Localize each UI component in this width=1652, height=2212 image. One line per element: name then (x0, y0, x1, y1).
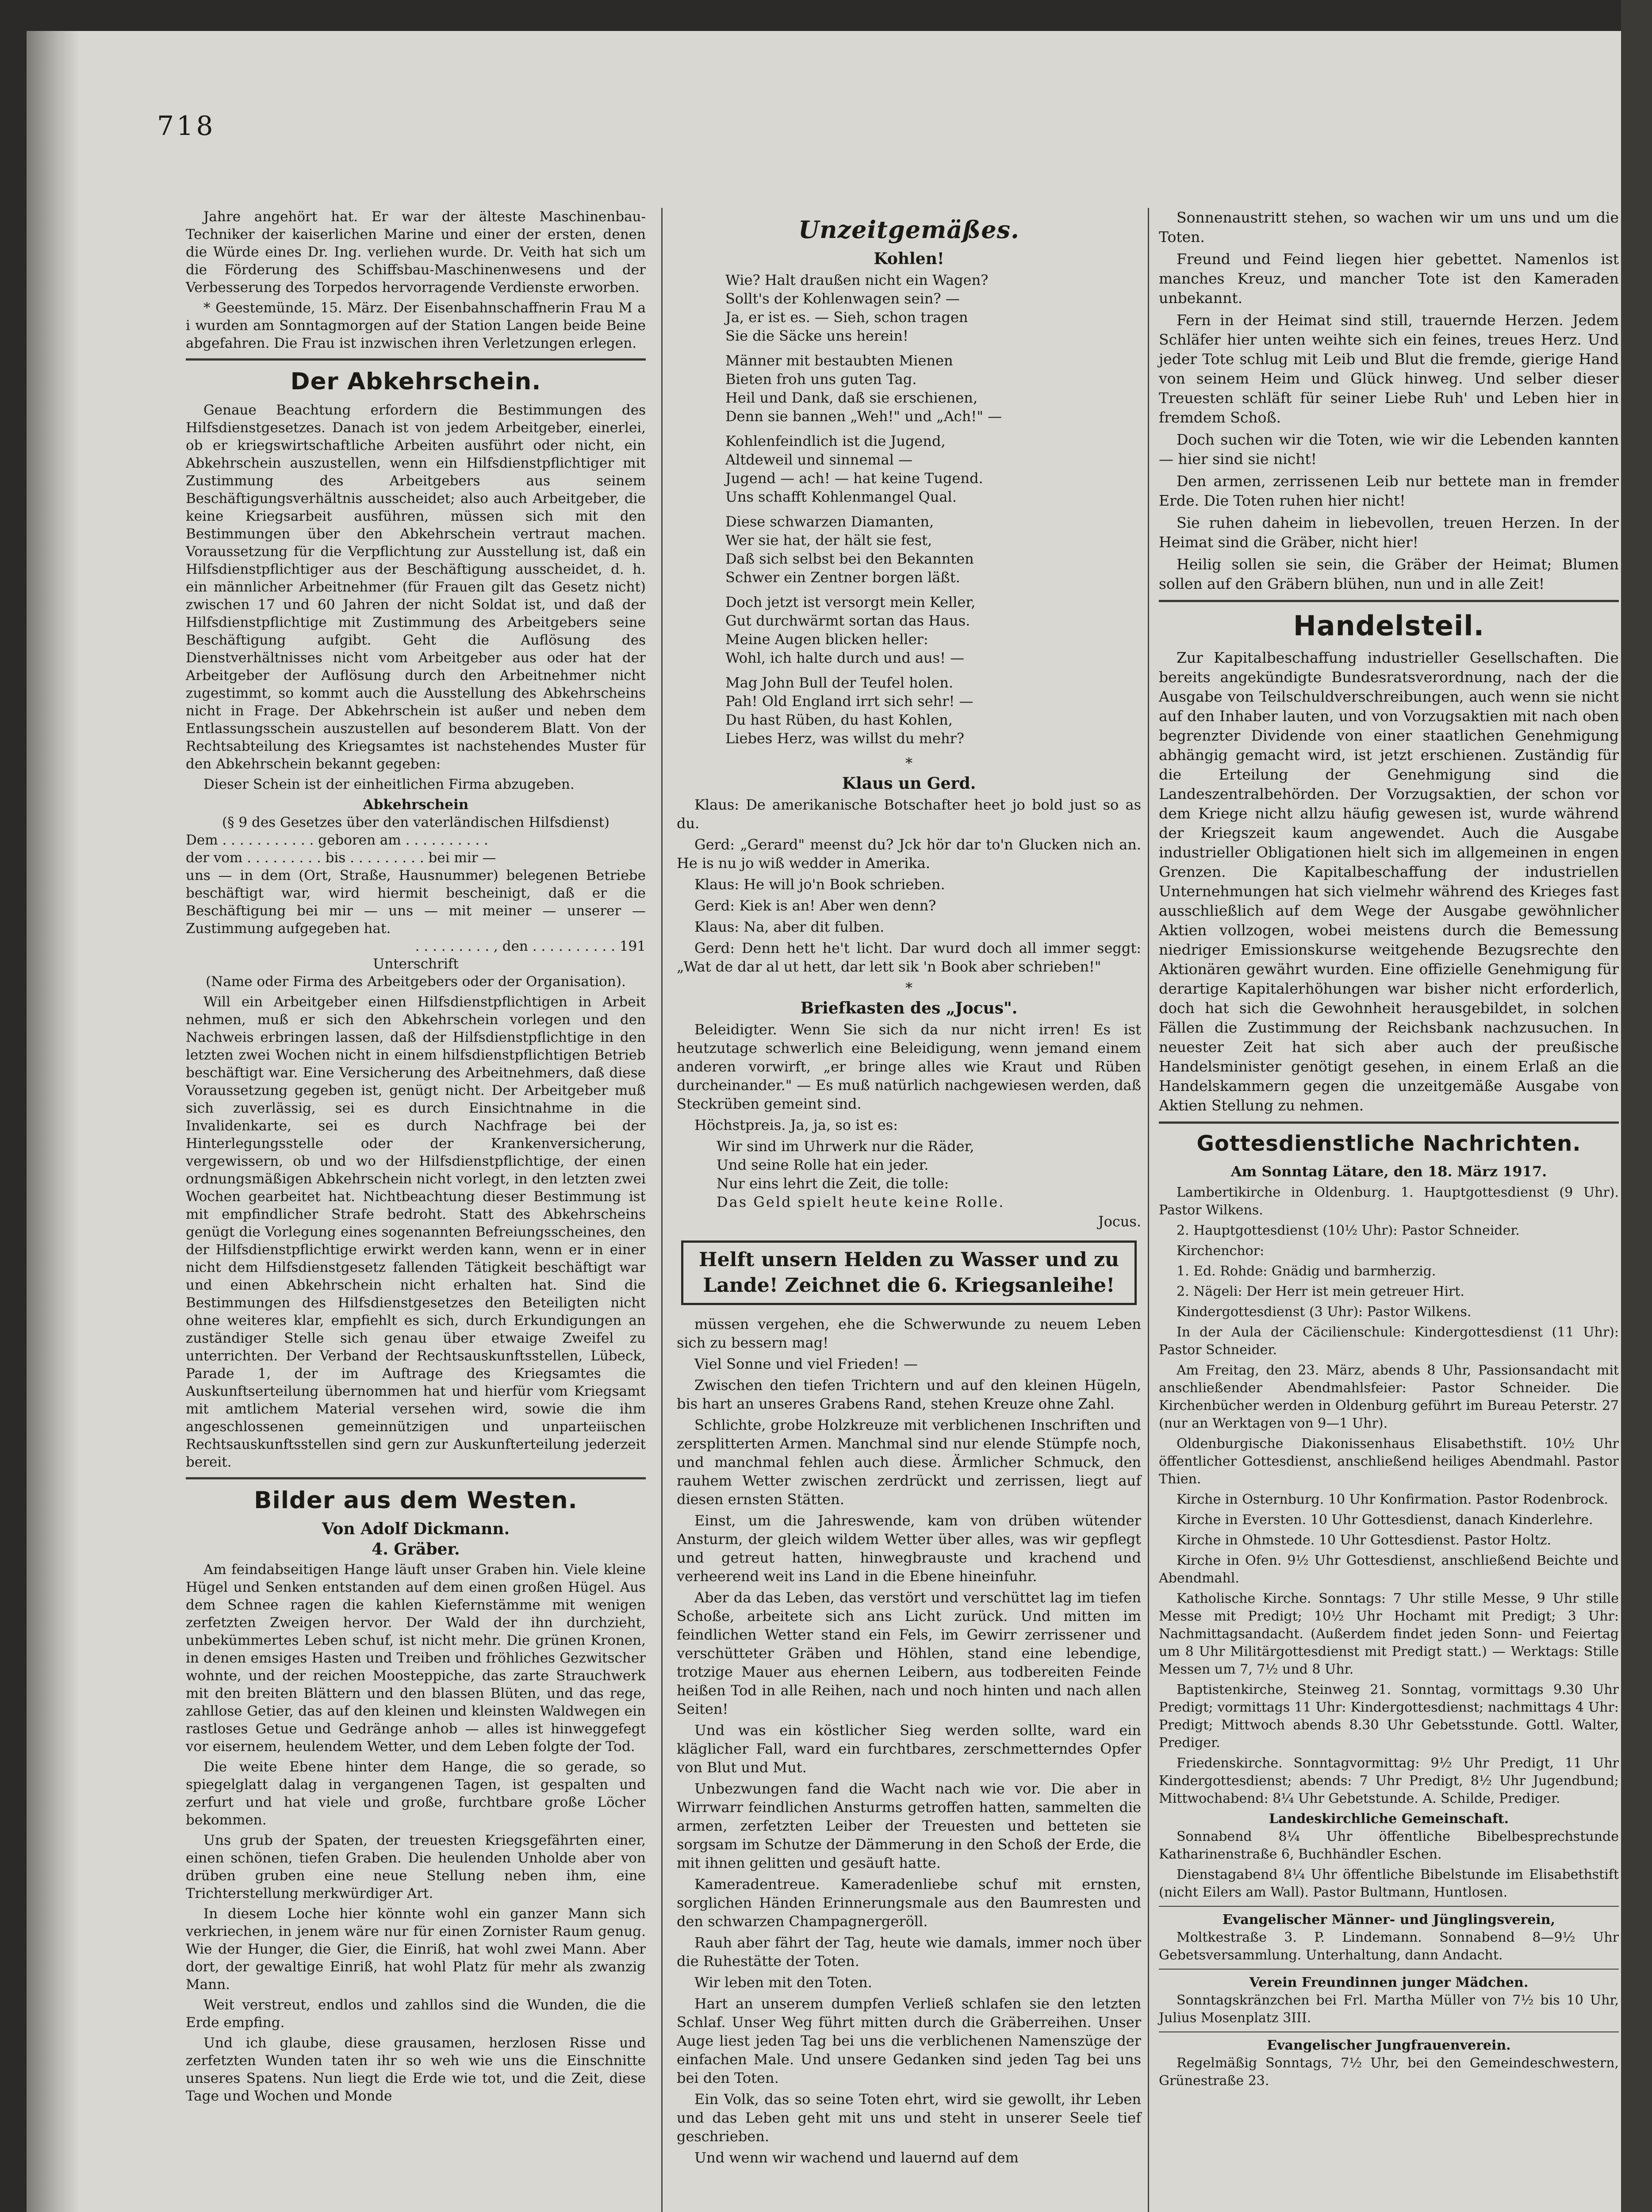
poem-line: Sie die Säcke uns herein! (725, 327, 908, 344)
service-entry: Friedenskirche. Sonntagvormittag: 9½ Uhr Predigt, 11 Uhr Kindergottesdienst; abends: 7 Uhr Predigt, 8½ Uhr Jugendbund; Mittwochabend: 8¼ Uhr Gebetstunde. A. Schilde, Prediger. (1159, 1755, 1619, 1806)
poem-line: Schwer ein Zentner borgen läßt. (725, 569, 960, 586)
poem-title: Kohlen! (874, 250, 944, 268)
dialog-line: Gerd: Kiek is an! Aber wen denn? (694, 897, 936, 914)
letterbox-text: Beleidigter. Wenn Sie sich da nur nicht irren! Es ist heutzutage schwerlich eine Beleidigung, wenn jemand einem anderen vorwirft, „er bringe alles wie Kraut und Rüben durcheinander." — Es muß natürlich nachgewiesen werden, daß Steckrüben gemeint sind. (677, 1021, 1141, 1112)
author-line: Von Adolf Dickmann. (322, 1520, 510, 1538)
poem-line: Sollt's der Kohlenwagen sein? — (725, 290, 960, 307)
letterbox-poem (677, 1137, 1141, 1211)
article-text: müssen vergehen, ehe die Schwerwunde zu neuem Leben sich zu bessern mag! (677, 1316, 1141, 1351)
poem-line: Liebes Herz, was willst du mehr? (725, 730, 964, 747)
column-2 (677, 208, 1141, 2170)
service-entry: Kindergottesdienst (3 Uhr): Pastor Wilkens. (1177, 1304, 1472, 1320)
poem-line: Männer mit bestaubten Mienen (725, 352, 953, 369)
service-entry: Am Freitag, den 23. März, abends 8 Uhr, Passionsandacht mit anschließender Abendmahlsfeier: Pastor Schneider. Die Kirchenbücher werden in Oldenburg geführt im Bureau Peterstr. 27 (nur an Werktagen von 9—1 Uhr). (1159, 1363, 1619, 1431)
article-heading: Der Abkehrschein. (290, 368, 541, 395)
article-text: Will ein Arbeitgeber einen Hilfsdienstpflichtigen in Arbeit nehmen, muß er sich den Abkehrschein vorlegen und den Nachweis erbringen lassen, daß der Hilfsdienstpflichtige in den letzten zwei Wochen nicht in einem hilfsdienstpflichtigen Betrieb beschäftigt war. Eine Versicherung des Arbeitnehmers, daß diese Voraussetzung gegeben ist, genügt nicht. Der Arbeitgeber muß sich zuverlässig, sei es durch Einsichtnahme in die Invalidenkarte, sei es durch Nachfrage bei der Hinterlegungsstelle oder der Krankenversicherung, vergewissern, ob und wo der Hilfsdienstpflichtige, der einen ordnungsmäßigen Abkehrschein nicht vorlegt, in den letzten zwei Wochen gearbeitet hat. Nichtbeachtung dieser Bestimmung ist mit empfindlicher Strafe bedroht. Statt des Abkehrscheins genügt die Vorlegung eines sogenannten Befreiungsscheines, den der Hilfsdienstpflichtige erwirkt werden kann, wenn er in einer nicht dem Hilfsdienstgesetz fallenden Tätigkeit beschäftigt war und einen Abkehrschein nicht erhalten hat. Sind die Bestimmungen des Hilfsdienstgesetzes den Beteiligten nicht ohne weiteres klar, empfiehlt es sich, durch Erkundigungen an zuständiger Stelle sich genau über etwaige Zweifel zu unterrichten. Der Verband der Rechtsauskunftsstellen, Lübeck, Parade 1, der im Auftrage des Kriegsamtes die Auskunftserteilung übernommen hat und hierfür vom Kriegsamt mit amtlichem Material versehen wird, sowie die ihm angeschlossenen gemeinnützigen und unparteiischen Rechtsauskunftsstellen sind gern zur Auskunfterteilung jederzeit bereit. (186, 994, 646, 1470)
service-entry: Katholische Kirche. Sonntags: 7 Uhr stille Messe, 9 Uhr stille Messe mit Predigt; 10½ Uhr Hochamt mit Predigt; 3 Uhr: Nachmittagsandacht. (Außerdem findet jeden Sonn- und Feiertag um 8 Uhr Militärgottesdienst mit Predigt statt.) — Werktags: Stille Messen um 7, 7½ und 8 Uhr. (1159, 1591, 1619, 1677)
service-entry: Dienstagabend 8¼ Uhr öffentliche Bibelstunde im Elisabethstift (nicht Eilers am Wall). Pastor Bultmann, Huntlosen. (1159, 1867, 1619, 1900)
poem-line: Gut durchwärmt sortan das Haus. (725, 612, 970, 629)
service-entry: Kirche in Eversten. 10 Uhr Gottesdienst, danach Kinderlehre. (1177, 1512, 1593, 1528)
service-entry: Baptistenkirche, Steinweg 21. Sonntag, vormittags 9.30 Uhr Predigt; vormittags 11 Uhr: Kindergottesdienst; nachmittags 4 Uhr: Predigt; Mittwoch abends 8.30 Uhr Gebetsstunde. Gottl. Walter, Prediger. (1159, 1682, 1619, 1751)
service-entry: 1. Ed. Rohde: Gnädig und barmherzig. (1177, 1263, 1436, 1279)
article-text: Sie ruhen daheim in liebevollen, treuen Herzen. In der Heimat sind die Gräber, nicht hier! (1159, 514, 1619, 551)
article-text: Einst, um die Jahreswende, kam von drüben wütender Ansturm, der gleich wildem Wetter über alles, was wir gepflegt und getreut hatten, hinwegbrauste und krachend und verheerend weit ins Land in die Ebene hineinfuhr. (677, 1512, 1141, 1585)
service-entry: Kirche in Osternburg. 10 Uhr Konfirmation. Pastor Rodenbrock. (1177, 1492, 1608, 1507)
article-text: Jahre angehört hat. Er war der älteste Maschinenbau-Techniker der kaiserlichen Marine und einer der ersten, denen die Würde eines Dr. Ing. verliehen wurde. Dr. Veith hat sich um die Förderung des Schiffsbau-Maschinenwesens und der Verbesserung des Torpedos hervorragende Verdienste erworben. (186, 209, 646, 296)
article-text: Fern in der Heimat sind still, trauernde Herzen. Jedem Schläfer hier unten weihte sich ein feines, treues Herz. Und jeder Tote schlug mit Leib und Blut die fremde, gierige Hand von seinem Heim und Glück hinweg. Und selber dieser Treuesten schläft für seiner Liebe Ruh' und Leben hier in fremdem Schoß. (1159, 311, 1619, 426)
article-text: Dieser Schein ist der einheitlichen Firma abzugeben. (203, 776, 575, 792)
service-entry: 2. Nägeli: Der Herr ist mein getreuer Hirt. (1177, 1284, 1464, 1299)
article-heading: Unzeitgemäßes. (798, 215, 1020, 244)
form-line: uns — in dem (Ort, Straße, Hausnummer) belegenen Betriebe beschäftigt war, wird hiermit bescheinigt, daß er die Beschäftigung bei mir — uns — mit meiner — unserer — Zustimmung aufgegeben hat. (186, 868, 646, 937)
separator-star: * (905, 979, 912, 996)
article-text: Wir leben mit den Toten. (694, 1974, 872, 1991)
service-entry: Kirchenchor: (1177, 1243, 1265, 1259)
article-text: In diesem Loche hier könnte wohl ein ganzer Mann sich verkriechen, in jenem wäre nur für einen Zornister Raum genug. Wie der Hunger, die Gier, die Einriß, hat wohl zwei Mann. Aber dort, der gewaltige Einriß, hat wohl Platz für mehr als zwanzig Mann. (186, 1906, 646, 1993)
article-text: Sonnenaustritt stehen, so wachen wir um uns und um die Toten. (1159, 209, 1619, 246)
separator-star: * (905, 755, 912, 772)
service-entry: Lambertikirche in Oldenburg. 1. Hauptgottesdienst (9 Uhr). Pastor Wilkens. (1159, 1185, 1619, 1218)
poem-line: Altdeweil und sinnemal — (725, 451, 913, 468)
column-3 (1159, 208, 1619, 2093)
section-title: Verein Freundinnen junger Mädchen. (1249, 1975, 1529, 1990)
article-heading: Bilder aus dem Westen. (254, 1487, 578, 1514)
article-text: Viel Sonne und viel Frieden! — (694, 1356, 918, 1372)
dialog-title: Klaus un Gerd. (842, 774, 976, 793)
dialog-line: Klaus: He will jo'n Book schrieben. (694, 876, 945, 893)
article-text: Und ich glaube, diese grausamen, herzlosen Risse und zerfetzten Wunden taten ihr so weh wie uns die Einschnitte unseres Spatens. Nun liegt die Erde wie tot, und die Zeit, diese Tage und Wochen und Monde (186, 2035, 646, 2104)
signature: Jocus. (1098, 1213, 1141, 1230)
section-divider (1159, 600, 1619, 602)
column-rule-2 (1148, 208, 1149, 2212)
article-text: Uns grub der Spaten, der treuesten Kriegsgefährten einer, einen schönen, tiefen Graben. Die heulenden Unholde aber von drüben gruben eine neue Stellung neben ihm, eine Trichterstellung merkwürdiger Art. (186, 1832, 646, 1901)
poem-line: Ja, er ist es. — Sieh, schon tragen (725, 309, 968, 326)
article-heading: Handelsteil. (1293, 610, 1485, 642)
letterbox-text: Höchstpreis. Ja, ja, so ist es: (694, 1117, 898, 1133)
poem-line: Das Geld spielt heute keine Rolle. (717, 1194, 1005, 1210)
service-entry: Sonnabend 8¼ Uhr öffentliche Bibelbesprechstunde Katharinenstraße 6, Buchhändler Eschen. (1159, 1829, 1619, 1862)
form-title: Abkehrschein (363, 797, 469, 813)
form-line: . . . . . . . . . , den . . . . . . . . . . 191 (415, 938, 646, 954)
article-text: Am feindabseitigen Hange läuft unser Graben hin. Viele kleine Hügel und Senken entstanden auf dem einen großen Hügel. Aus dem Schnee ragen die kahlen Kiefernstämme mit wenigen zerfetzten Zweigen hervor. Der Wald der ihn durchzieht, unbekümmertes Leben schuf, ist nicht mehr. Die grünen Kronen, in denen emsiges Hasten und Treiben und fröhliches Gezwitscher wohnte, und der reichen Moosteppiche, das zarte Strauchwerk mit den breiten Blättern und den blassen Blüten, und das rege, zahllose Getier, das auf den kleinen und kleinsten Waldwegen ein rastloses Getue und Gedränge anhob — alles ist hinweggefegt vor eisernem, heulendem Wetter, und dem Leben folgte der Tod. (186, 1562, 646, 1755)
poem-line: Daß sich selbst bei den Bekannten (725, 550, 974, 567)
poem-line: Und seine Rolle hat ein jeder. (717, 1156, 929, 1173)
page-number: 718 (157, 111, 216, 142)
form-line: Dem . . . . . . . . . . . geboren am . . . . . . . . . . (186, 832, 488, 848)
poem-line: Kohlenfeindlich ist die Jugend, (725, 433, 946, 449)
form-signature: Unterschrift (373, 956, 459, 972)
divider (1159, 1969, 1619, 1970)
service-entry: 2. Hauptgottesdienst (10½ Uhr): Pastor Schneider. (1177, 1223, 1520, 1238)
poem-line: Pah! Old England irrt sich sehr! — (725, 693, 974, 710)
date-line: Am Sonntag Lätare, den 18. März 1917. (1230, 1163, 1547, 1180)
section-divider (186, 358, 646, 361)
poem-line: Du hast Rüben, du hast Kohlen, (725, 711, 953, 728)
service-entry: Kirche in Ofen. 9½ Uhr Gottesdienst, anschließend Beichte und Abendmahl. (1159, 1553, 1619, 1586)
article-text: Zur Kapitalbeschaffung industrieller Gesellschaften. Die bereits angekündigte Bundesratsverordnung, nach der die Ausgabe von Teilschuldverschreibungen, auch wenn sie nicht auf den Inhaber lauten, und von Vorzugsaktien mit nach oben begrenzter Dividende von einer staatlichen Genehmigung abhängig gemacht wird, ist jetzt erschienen. Zuständig für die Erteilung der Genehmigung sind die Landeszentralbehörden. Der Vorzugsaktien, der schon vor dem Kriege nicht allzu häufig gewesen ist, wurde während der Kriegszeit kaum angewendet. Auch die Ausgabe industrieller Obligationen hielt sich im allgemeinen in engen Grenzen. Die Kapitalbeschaffung der industriellen Unternehmungen hat sich vielmehr während des Krieges fast ausschließlich auf dem Wege der Ausgabe gewöhnlicher Aktien vollzogen, wobei meistens durch die Bemessung niedriger Emissionskurse weitgehende Bezugsrechte den Aktionären gewährt wurden. Eine offizielle Genehmigung für derartige Kapitalerhöhungen war bisher nicht erforderlich, doch hat sich die Gewohnheit herausgebildet, in solchen Fällen die Zustimmung der Reichsbank nachzusuchen. In neuester Zeit hat sich aber auch der preußische Handelsminister genötigt gesehen, in einem Erlaß an die Handelskammern gegen die unzeitgemäße Ausgabe von Aktien Stellung zu nehmen. (1159, 649, 1619, 1114)
section-divider (1159, 1121, 1619, 1124)
article-text: Die weite Ebene hinter dem Hange, die so gerade, so spiegelglatt dalag in vergangenen Tagen, ist gespalten und zerfurt und hat viele und große, furchtbare große Löcher bekommen. (186, 1759, 646, 1828)
article-text: Und wenn wir wachend und lauernd auf dem (694, 2149, 1019, 2166)
article-text: Und was ein köstlicher Sieg werden sollte, ward ein kläglicher Fall, ward ein furchtbares, zerschmetterndes Opfer von Blut und Mut. (677, 1722, 1141, 1776)
section-title: Evangelischer Männer- und Jünglingsverein, (1222, 1912, 1556, 1928)
service-entry: In der Aula der Cäcilienschule: Kindergottesdienst (11 Uhr): Pastor Schneider. (1159, 1325, 1619, 1358)
article-text: Den armen, zerrissenen Leib nur bettete man in fremder Erde. Die Toten ruhen hier nicht! (1159, 472, 1619, 509)
poem-line: Wer sie hat, der hält sie fest, (725, 532, 932, 549)
article-text: Schlichte, grobe Holzkreuze mit verblichenen Inschriften und zersplitterten Armen. Manchmal sind nur elende Stümpfe noch, und manchmal fehlen auch diese. Ärmlicher Schmuck, den rauhem Wetter zwischen zerdrückt und zerrissen, liegt auf diesen ernsten Stätten. (677, 1417, 1141, 1508)
binding-gutter (27, 31, 80, 2212)
article-text: Aber da das Leben, das verstört und verschüttet lag im tiefen Schoße, arbeitete sich ans Licht zurück. Und mitten im feindlichen Wetter stand ein Fels, im Gewirr zerrissener und verschütteter Gräben und Höhlen, stand eine lebendige, trotzige Mauer aus ehernen Leibern, aus todbereiten Feinde heißen Tod in alle Reihen, nach und noch hinten und nach allen Seiten! (677, 1589, 1141, 1717)
adjacent-page-edge (1621, 0, 1652, 2212)
article-text: Rauh aber fährt der Tag, heute wie damals, immer noch über die Ruhestätte der Toten. (677, 1934, 1141, 1970)
poem-line: Heil und Dank, daß sie erschienen, (725, 389, 977, 406)
article-text: Weit verstreut, endlos und zahllos sind die Wunden, die die Erde empfing. (186, 1997, 646, 2031)
article-text: Heilig sollen sie sein, die Gräber der Heimat; Blumen sollen auf den Gräbern blühen, nun und in alle Zeit! (1159, 556, 1619, 592)
divider (1159, 1906, 1619, 1907)
section-title: Evangelischer Jungfrauenverein. (1267, 2038, 1511, 2053)
article-text: Genaue Beachtung erfordern die Bestimmungen des Hilfsdienstgesetzes. Danach ist von jedem Arbeitgeber, einerlei, ob er kriegswirtschaftliche Arbeiten ausführt oder nicht, ein Abkehrschein auszustellen, wenn ein Hilfsdienstpflichtiger mit Zustimmung des Arbeitgebers aus seinem Beschäftigungsverhältnis ausscheidet; also auch Arbeitgeber, die keine Kriegsarbeit ausführen, müssen sich mit den Bestimmungen über den Abkehrschein vertraut machen. Voraussetzung für die Verpflichtung zur Ausstellung ist, daß ein Hilfsdienstpflichtiger aus der Beschäftigung ausscheidet, d. h. ein männlicher Arbeitnehmer (für Frauen gilt das Gesetz nicht) zwischen 17 und 60 Jahren der nicht Soldat ist, und daß der Hilfsdienstpflichtige mit Zustimmung des Arbeitgebers seine Beschäftigung aufgibt. Geht die Auflösung des Dienstverhältnisses nicht vom Arbeitgeber aus oder hat der Arbeitgeber der Auflösung durch den Arbeitnehmer nicht zugestimmt, so kommt auch die Ausstellung des Abkehrscheins nicht in Frage. Der Abkehrschein ist außer und neben dem Entlassungsschein auszustellen auf besonderem Blatt. Von der Rechtsabteilung des Kriegsamtes ist nachstehendes Muster für den Abkehrschein bekannt gegeben: (186, 402, 646, 772)
section-divider (186, 1477, 646, 1479)
dialog-line: Klaus: Na, aber dit fulben. (694, 918, 885, 935)
article-text: Ein Volk, das so seine Toten ehrt, wird sie gewollt, ihr Leben und das Leben geht mit uns und steht in unserer Seele tief geschrieben. (677, 2091, 1141, 2145)
poem-line: Bieten froh uns guten Tag. (725, 371, 917, 388)
dialog-line: Gerd: Denn hett he't licht. Dar wurd doch all immer seggt: „Wat de dar al ut hett, dar lett sik 'n Book aber schrieben!" (677, 940, 1141, 975)
article-text: Doch suchen wir die Toten, wie wir die Lebenden kannten — hier sind sie nicht! (1159, 431, 1619, 468)
war-loan-notice: Helft unsern Helden zu Wasser und zu Lande! Zeichnet die 6. Kriegsanleihe! (681, 1240, 1137, 1305)
poem-line: Jugend — ach! — hat keine Tugend. (725, 470, 983, 487)
article-text: * Geestemünde, 15. März. Der Eisenbahnschaffnerin Frau M a i wurden am Sonntagmorgen auf der Station Langen beide Beine abgefahren. Die Frau ist inzwischen ihren Verletzungen erlegen. (186, 300, 646, 351)
poem (677, 271, 1141, 748)
form-line: (§ 9 des Gesetzes über den vaterländischen Hilfsdienst) (222, 814, 609, 830)
article-text: Kameradentreue. Kameradenliebe schuf mit ernsten, sorglichen Händen Erinnerungsmale aus den Baumresten und den schwarzen Champagnergeröll. (677, 1876, 1141, 1930)
poem-line: Uns schafft Kohlenmangel Qual. (725, 488, 957, 505)
service-entry: Sonntagskränzchen bei Frl. Martha Müller von 7½ bis 10 Uhr, Julius Mosenplatz 3III. (1159, 1993, 1619, 2026)
form-line: der vom . . . . . . . . . bis . . . . . . . . . bei mir — (186, 850, 496, 866)
poem-line: Wohl, ich halte durch und aus! — (725, 649, 965, 666)
service-entry: Kirche in Ohmstede. 10 Uhr Gottesdienst. Pastor Holtz. (1177, 1532, 1552, 1548)
section-title: Landeskirchliche Gemeinschaft. (1269, 1811, 1509, 1827)
poem-line: Diese schwarzen Diamanten, (725, 513, 934, 530)
column-1 (186, 208, 646, 2108)
poem-line: Wie? Halt draußen nicht ein Wagen? (725, 272, 989, 288)
form-signature-note: (Name oder Firma des Arbeitgebers oder der Organisation). (206, 974, 626, 990)
service-entry: Regelmäßig Sonntags, 7½ Uhr, bei den Gemeindeschwestern, Grünestraße 23. (1159, 2055, 1619, 2089)
poem-line: Doch jetzt ist versorgt mein Keller, (725, 594, 976, 611)
service-entry: Moltkestraße 3. P. Lindemann. Sonnabend 8—9½ Uhr Gebetsversammlung. Unterhaltung, dann Andacht. (1159, 1930, 1619, 1963)
poem-line: Denn sie bannen „Weh!" und „Ach!" — (725, 408, 1002, 425)
letterbox-title: Briefkasten des „Jocus". (800, 999, 1018, 1018)
poem-line: Wir sind im Uhrwerk nur die Räder, (717, 1138, 974, 1155)
dialog-line: Gerd: „Gerard" meenst du? Jck hör dar to'n Glucken nich an. He is nu jo wiß wedder in Amerika. (677, 836, 1141, 872)
poem-line: Mag John Bull der Teufel holen. (725, 674, 954, 691)
article-text: Zwischen den tiefen Trichtern und auf den kleinen Hügeln, bis hart an unseres Grabens Rand, stehen Kreuze ohne Zahl. (677, 1377, 1141, 1412)
column-rule-1 (661, 208, 663, 2212)
poem-line: Meine Augen blicken heller: (725, 631, 928, 648)
section-title: 4. Gräber. (372, 1540, 460, 1559)
article-text: Unbezwungen fand die Wacht nach wie vor. Die aber in Wirrwarr feindlichen Ansturms getroffen hatten, sammelten die armen, zerfetzten Leiber der Treuesten und betteten sie sorgsam im Schutze der Dämmerung in den Schoß der Erde, die mit ihnen gelitten und gesäuft hatte. (677, 1780, 1141, 1871)
service-entry: Oldenburgische Diakonissenhaus Elisabethstift. 10½ Uhr öffentlicher Gottesdienst, anschließend heiliges Abendmahl. Pastor Thien. (1159, 1436, 1619, 1487)
article-text: Hart an unserem dumpfen Verließ schlafen sie den letzten Schlaf. Unser Weg führt mitten durch die Gräberreihen. Unser Auge liest jeden Tag bei uns die verblichenen Namenszüge der einfachen Male. Und unsere Gedanken sind jeden Tag bei uns bei den Toten. (677, 1995, 1141, 2086)
article-text: Freund und Feind liegen hier gebettet. Namenlos ist manches Kreuz, und mancher Tote ist den Kameraden unbekannt. (1159, 250, 1619, 307)
dialog-line: Klaus: De amerikanische Botschafter heet jo bold just so as du. (677, 796, 1141, 832)
article-heading: Gottesdienstliche Nachrichten. (1196, 1131, 1581, 1156)
poem-line: Nur eins lehrt die Zeit, die tolle: (717, 1175, 949, 1192)
